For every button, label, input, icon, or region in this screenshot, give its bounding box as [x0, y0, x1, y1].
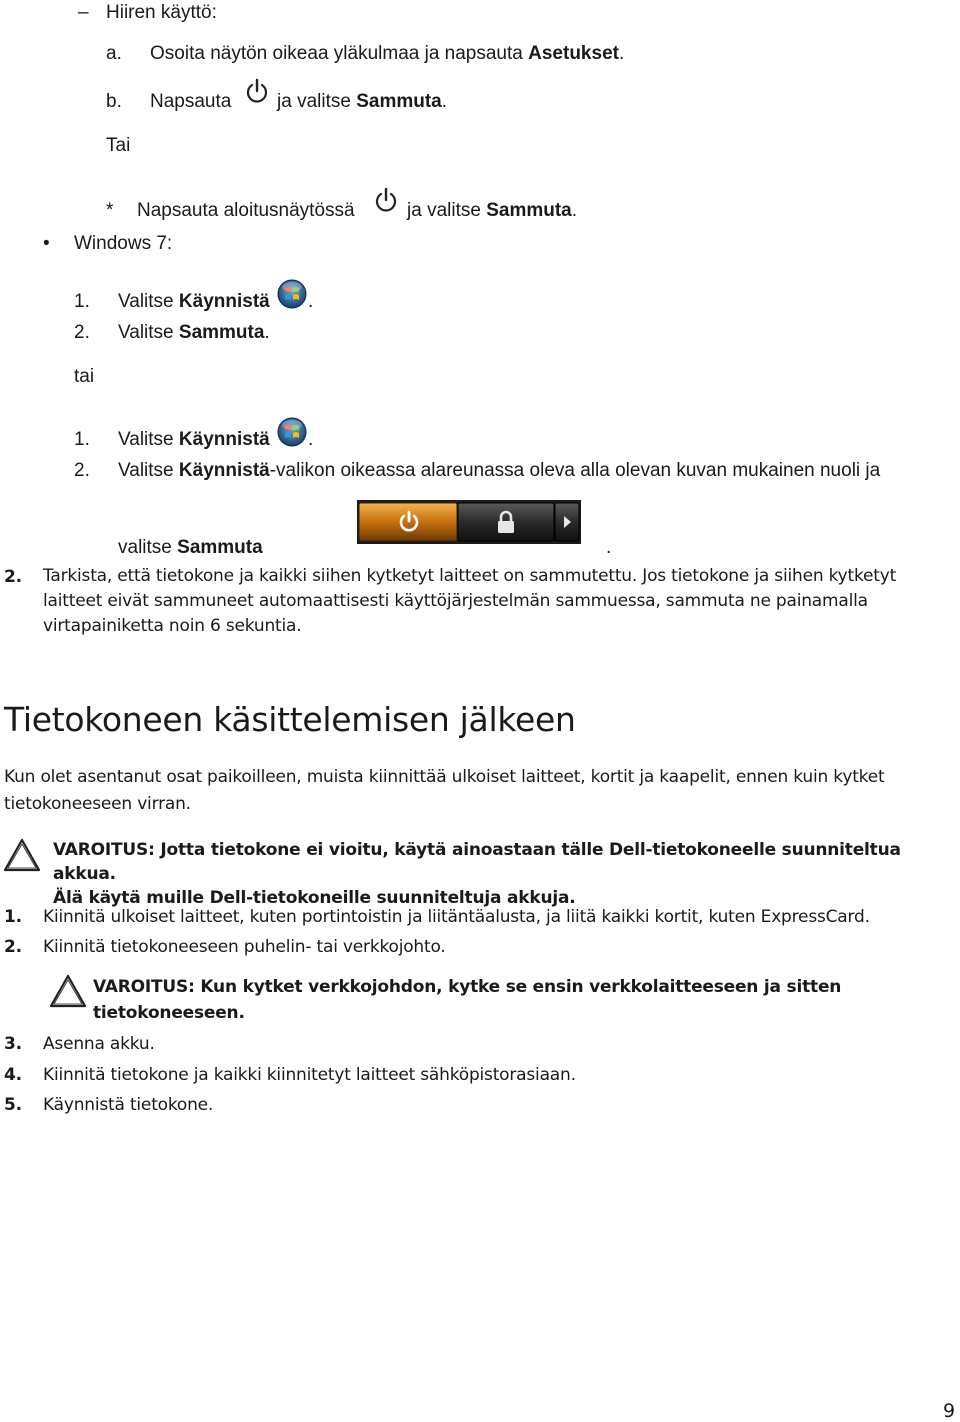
select-shutdown-text: valitse Sammuta: [118, 537, 263, 558]
step-marker: 5.: [4, 1095, 22, 1115]
period: .: [308, 429, 314, 450]
step2-paragraph: Tarkista, että tietokone ja kaikki siihen kytketyt laitteet on sammutettu. Jos tietokone ja siihen kytketyt laitteet eivät sammuneet automaattisesti käyttöjärjestelmän sammuessa, sammuta ne painamalla virtapainiketta noin 6 sekuntia.: [43, 566, 897, 636]
start-label: Käynnistä: [178, 429, 270, 450]
or-label: Tai: [106, 135, 131, 156]
period: .: [606, 537, 612, 558]
win7-list2-item2-text: Valitse Käynnistä-valikon oikeassa alareunassa oleva alla olevan kuvan mukainen nuoli ja: [118, 460, 881, 481]
intro-paragraph: Kun olet asentanut osat paikoilleen, muista kiinnittää ulkoiset laitteet, kortit ja kaapelit, ennen kuin kytket tietokoneeseen virran.: [4, 767, 885, 814]
warning-icon: [3, 838, 41, 872]
step-b-text-before: Napsauta: [150, 91, 232, 112]
shutdown-label: Sammuta: [486, 200, 572, 221]
win7-list2-item1-marker: 1.: [74, 429, 90, 450]
settings-label: Asetukset: [528, 43, 619, 64]
step-text: Kiinnitä ulkoiset laitteet, kuten portintoistin ja liitäntäalusta, ja liitä kaikki kortit, kuten ExpressCard.: [43, 907, 870, 927]
windows-start-orb-icon: [276, 416, 308, 448]
star-text-after: ja valitse Sammuta.: [407, 200, 578, 221]
step-marker: 1.: [4, 907, 22, 927]
win7-list2-item1-text: Valitse Käynnistä: [118, 429, 270, 450]
step-marker: 4.: [4, 1065, 22, 1085]
win7-shutdown-bar-image: [357, 500, 581, 544]
step2-marker: 2.: [4, 567, 22, 587]
lock-icon: [494, 509, 518, 535]
windows-start-orb-icon: [276, 278, 308, 310]
bullet-marker: •: [43, 233, 50, 254]
section-heading: Tietokoneen käsittelemisen jälkeen: [4, 700, 576, 739]
warning-battery: VAROITUS: Jotta tietokone ei vioitu, käytä ainoastaan tälle Dell-tietokoneelle suunniteltua akkua. Älä käytä muille Dell-tietokoneille suunniteltuja akkuja.: [53, 840, 901, 908]
shutdown-label: Sammuta: [178, 322, 265, 343]
start-label: Käynnistä: [178, 460, 270, 481]
mouse-usage-title: Hiiren käyttö:: [106, 2, 217, 23]
step-b-text-after: ja valitse Sammuta.: [277, 91, 448, 112]
step-marker: 3.: [4, 1034, 22, 1054]
step-b-marker: b.: [106, 91, 122, 112]
star-text-before: Napsauta aloitusnäytössä: [137, 200, 355, 221]
star-marker: *: [106, 200, 114, 221]
win7-list1-item2-marker: 2.: [74, 322, 90, 343]
power-icon: [244, 78, 270, 106]
period: .: [308, 291, 314, 312]
shutdown-label: Sammuta: [177, 537, 263, 558]
step-a-text: Osoita näytön oikeaa yläkulmaa ja napsauta Asetukset.: [150, 43, 625, 64]
step-marker: 2.: [4, 937, 22, 957]
step-text: Kiinnitä tietokone ja kaikki kiinnitetyt laitteet sähköpistorasiaan.: [43, 1065, 576, 1085]
step-text: Käynnistä tietokone.: [43, 1095, 214, 1115]
win7-list1-item2-text: Valitse Sammuta.: [118, 322, 270, 343]
power-icon: [373, 187, 399, 215]
page-number: 9: [943, 1400, 956, 1422]
win7-list1-item1-marker: 1.: [74, 291, 90, 312]
power-icon: [397, 510, 421, 534]
step-text: Kiinnitä tietokoneeseen puhelin- tai verkkojohto.: [43, 937, 446, 957]
step-a-marker: a.: [106, 43, 122, 64]
shutdown-label: Sammuta: [356, 91, 442, 112]
step-text: Asenna akku.: [43, 1034, 155, 1054]
windows7-title: Windows 7:: [74, 233, 173, 254]
warning-network-cable: VAROITUS: Kun kytket verkkojohdon, kytke se ensin verkkolaitteeseen ja sitten tietokoneeseen.: [93, 977, 842, 1023]
win7-list2-item2-marker: 2.: [74, 460, 90, 481]
win7-list1-item1-text: Valitse Käynnistä: [118, 291, 270, 312]
dash-marker: –: [78, 2, 89, 23]
start-label: Käynnistä: [178, 291, 270, 312]
or-label: tai: [74, 366, 95, 387]
warning-icon: [49, 974, 87, 1008]
arrow-right-icon: [559, 514, 575, 530]
